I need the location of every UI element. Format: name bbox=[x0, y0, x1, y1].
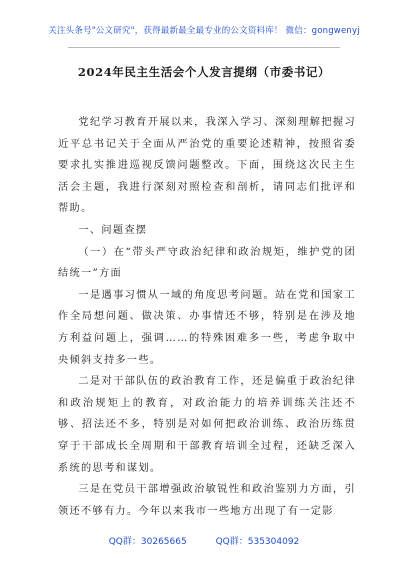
intro-paragraph: 党纪学习教育开展以来，我深入学习、深刻理解把握习近平总书记关于全面从严治党的重要论述精神，按照省委要求扎实推进巡视反馈问题整改。下面，围绕这次民主生活会主题，我进行深刻对照检查和剖析，请同志们批评和帮助。 bbox=[58, 117, 356, 215]
subsection-heading: （一）在“带头严守政治纪律和政治规矩，维护党的团结统一”方面 bbox=[58, 246, 356, 280]
footer-contact bbox=[0, 534, 408, 547]
document-title: 2024年民主生活会个人发言提纲（市委书记） bbox=[77, 65, 331, 79]
footer-qq-group-1: QQ群：30265665 bbox=[108, 537, 187, 547]
header-banner: 关注头条号"公文研究"，获得最新最全最专业的公文资料库！ 微信：gongwenyj bbox=[48, 26, 360, 36]
body-paragraph: 三是在党员干部增强政治敏锐性和政治鉴别力方面，引领还不够有力。今年以来我市一些地方出现了有一定影 bbox=[58, 484, 356, 517]
section-heading: 一、问题查摆 bbox=[78, 224, 148, 236]
body-paragraph: 一是遇事习惯从一域的角度思考问题。站在党和国家工作全局想问题、做决策、办事情还不够，特别是在涉及地方利益问题上，强调……的特殊困难多一些，考虑争取中央倾斜支持多一些。 bbox=[58, 289, 356, 366]
document-body bbox=[58, 112, 356, 522]
body-paragraph: 二是对干部队伍的政治教育工作，还是偏重于政治纪律和政治规矩上的教育，对政治能力的培养训练关注还不够、招法还不多，特别是对如何把政治训练、政治历练贯穿于干部成长全周期和干部教育培训全过程，还缺乏深入系统的思考和谋划。 bbox=[58, 376, 356, 474]
footer-qq-group-2: QQ群：535304092 bbox=[215, 537, 300, 547]
header-divider bbox=[68, 47, 340, 48]
